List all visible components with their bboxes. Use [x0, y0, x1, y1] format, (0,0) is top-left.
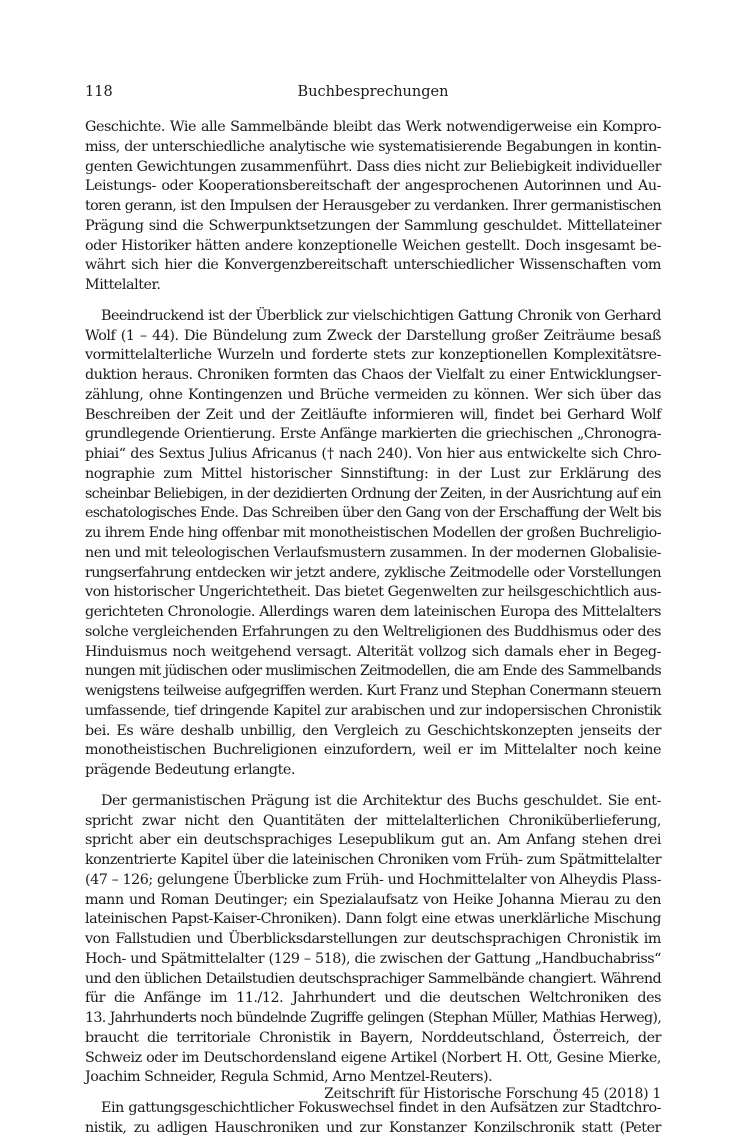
paragraph — [85, 1099, 661, 1139]
text-line: braucht die territoriale Chronistik in Bayern, Norddeutschland, Österreich, der — [85, 1029, 661, 1046]
text-line: toren gerann, ist den Impulsen der Herausgeber zu verdanken. Ihrer germanistischen — [85, 198, 661, 214]
paragraph — [85, 792, 661, 1088]
text-line: von Fallstudien und Überblicksdarstellungen zur deutschsprachigen Chronistik im — [85, 931, 661, 947]
text-line: zu ihrem Ende hing offenbar mit monotheistischen Modellen der großen Buchreligio- — [85, 525, 661, 541]
text-line: Wolf (1 – 44). Die Bündelung zum Zweck der Darstellung großer Zeiträume besaß — [85, 327, 661, 344]
text-line: spricht zwar nicht den Quantitäten der mittelalterlichen Chroniküberlieferung, — [85, 812, 661, 829]
text-line: grundlegende Orientierung. Erste Anfänge markierten die griechischen „Chronogra- — [85, 426, 661, 443]
page-number: 118 — [85, 84, 113, 100]
text-line: zählung, ohne Kontingenzen und Brüche vermeiden zu können. Wer sich über das — [85, 386, 661, 403]
text-line: genten Gewichtungen zusammenführt. Dass dies nicht zur Beliebigkeit individueller — [85, 158, 662, 175]
journal-footer: Zeitschrift für Historische Forschung 45 (2018) 1 — [324, 1086, 661, 1102]
text-line: lateinischen Papst-Kaiser-Chroniken). Dann folgt eine etwas unerklärliche Mischung — [85, 911, 661, 928]
text-line: nographie zum Mittel historischer Sinnstiftung: in der Lust zur Erklärung des — [85, 465, 661, 482]
text-line: und den üblichen Detailstudien deutschsprachiger Sammelbände changiert. Während — [85, 970, 661, 987]
text-line: (47 – 126; gelungene Überblicke zum Früh- und Hochmittelalter von Alheydis Plass- — [85, 871, 661, 888]
book-page — [85, 0, 662, 1136]
text-line: Prägung sind die Schwerpunktsetzungen der Sammlung geschuldet. Mittellateiner — [85, 217, 661, 234]
text-line: miss, der unterschiedliche analytische wie systematisierende Begabungen in kontin- — [85, 138, 661, 155]
text-line: solche vergleichenden Erfahrungen zu den Weltreligionen des Buddhismus oder des — [85, 623, 661, 640]
text-line: konzentrierte Kapitel über die lateinischen Chroniken vom Früh- zum Spätmittelalter — [85, 852, 661, 868]
text-line: bei. Es wäre deshalb unbillig, den Vergleich zu Geschichtskonzepten jenseits der — [85, 722, 661, 739]
text-line: nistik, zu adligen Hauschroniken und zur Konstanzer Konzilschronik statt (Peter — [85, 1119, 661, 1136]
text-line: monotheistischen Buchreligionen einzufordern, weil er im Mittelalter noch keine — [85, 742, 661, 759]
text-line: rungserfahrung entdecken wir jetzt andere, zyklische Zeitmodelle oder Vorstellungen — [85, 564, 661, 581]
text-line: 13. Jahrhunderts noch bündelnde Zugriffe gelingen (Stephan Müller, Mathias Herweg), — [85, 1010, 661, 1026]
text-line: prägende Bedeutung erlangte. — [85, 762, 296, 778]
text-line: spricht aber ein deutschsprachiges Lesepublikum gut an. Am Anfang stehen drei — [85, 832, 661, 849]
text-line: mann und Roman Deutinger; ein Spezialaufsatz von Heike Johanna Mierau zu den — [85, 891, 661, 908]
text-line: Ein gattungsgeschichtlicher Fokuswechsel findet in den Aufsätzen zur Stadtchro- — [101, 1100, 661, 1116]
text-line: Beeindruckend ist der Überblick zur vielschichtigen Gattung Chronik von Gerhard — [101, 307, 661, 324]
review-body-text — [85, 118, 661, 1139]
text-line: umfassende, tief dringende Kapitel zur arabischen und zur indopersischen Chronistik — [85, 702, 661, 719]
text-line: Leistungs- oder Kooperationsbereitschaft der angesprochenen Autorinnen und Au- — [85, 178, 661, 195]
running-head — [85, 82, 661, 102]
text-line: Hinduismus noch weitgehend versagt. Alterität vollzog sich damals eher in Begeg- — [85, 643, 661, 660]
text-line: von historischer Ungerichtetheit. Das bietet Gegenwelten zur heilsgeschichtlich aus- — [85, 584, 661, 601]
text-line: duktion heraus. Chroniken formten das Chaos der Vielfalt zu einer Entwicklungser- — [85, 367, 661, 383]
text-line: Mittelalter. — [85, 277, 161, 293]
text-line: gerichteten Chronologie. Allerdings waren dem lateinischen Europa des Mittelalters — [85, 604, 661, 620]
text-line: vormittelalterliche Wurzeln und forderte stets zur konzeptionellen Komplexitätsre- — [85, 347, 661, 364]
text-line: wenigstens teilweise aufgegriffen werden. Kurt Franz und Stephan Conermann steuern — [85, 683, 661, 699]
text-line: für die Anfänge im 11./12. Jahrhundert und die deutschen Weltchroniken des — [85, 990, 661, 1007]
text-line: nungen mit jüdischen oder muslimischen Zeitmodellen, die am Ende des Sammelbands — [85, 663, 661, 680]
text-line: Der germanistischen Prägung ist die Architektur des Buchs geschuldet. Sie ent- — [101, 792, 661, 809]
text-line: oder Historiker hätten andere konzeptionelle Weichen gestellt. Doch insgesamt be- — [85, 237, 661, 254]
text-line: scheinbar Beliebigen, in der dezidierten Ordnung der Zeiten, in der Ausrichtung auf ein — [85, 485, 661, 502]
text-line: Hoch- und Spätmittelalter (129 – 518), die zwischen der Gattung „Handbuchabriss“ — [85, 950, 661, 967]
text-line: Schweiz oder im Deutschordensland eigene Artikel (Norbert H. Ott, Gesine Mierke, — [85, 1049, 661, 1066]
text-line: eschatologisches Ende. Das Schreiben über den Gang von der Erschaffung der Welt bis — [85, 505, 661, 522]
text-line: Beschreiben der Zeit und der Zeitläufte informieren will, findet bei Gerhard Wolf — [85, 406, 661, 423]
text-line: nen und mit teleologischen Verlaufsmustern zusammen. In der modernen Globalisie- — [85, 544, 661, 561]
paragraph — [85, 307, 661, 781]
section-title: Buchbesprechungen — [297, 84, 449, 100]
text-line: währt sich hier die Konvergenzbereitschaft unterschiedlicher Wissenschaften vom — [85, 257, 661, 274]
paragraph — [85, 118, 661, 296]
text-line: Geschichte. Wie alle Sammelbände bleibt das Werk notwendigerweise ein Kompro- — [85, 119, 661, 135]
text-line: Joachim Schneider, Regula Schmid, Arno Mentzel-Reuters). — [85, 1069, 493, 1086]
text-line: phiai“ des Sextus Julius Africanus († nach 240). Von hier aus entwickelte sich Chro- — [85, 446, 661, 462]
